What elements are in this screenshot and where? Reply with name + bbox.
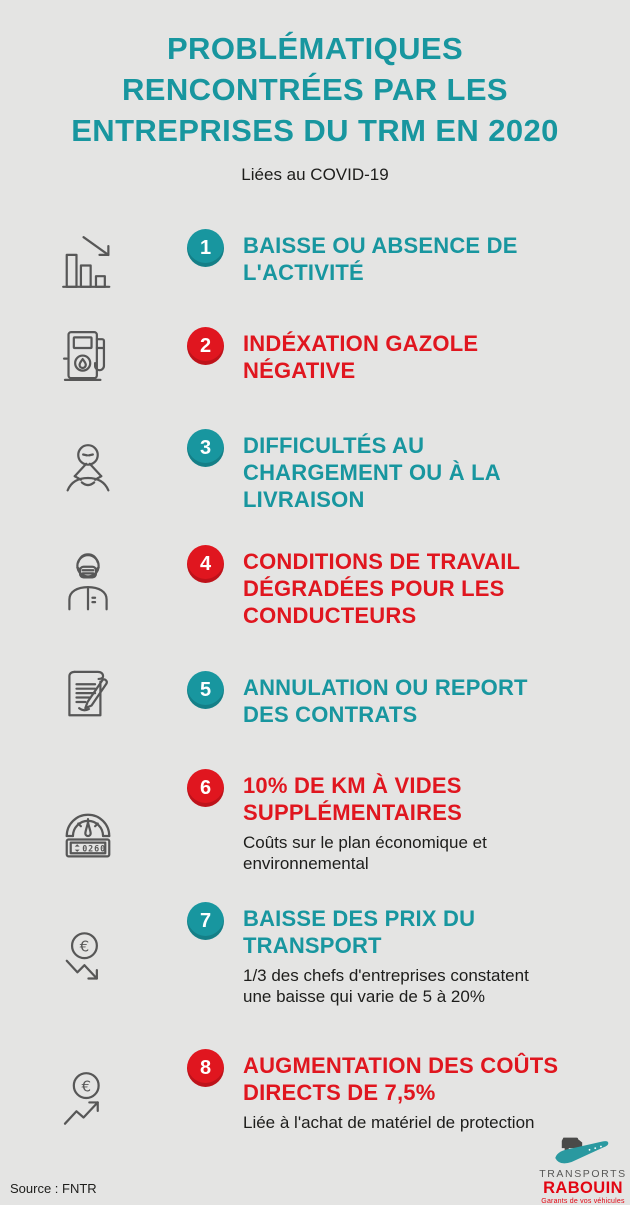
declining-bar-chart-icon [57, 228, 119, 296]
euro-price-decrease-icon [57, 925, 119, 993]
item-title-line: CONDITIONS DE TRAVAIL [243, 549, 521, 574]
odometer-icon [57, 794, 119, 862]
svg-text:0260: 0260 [82, 843, 107, 854]
item-number-badge: 7 [187, 902, 224, 940]
item-title [243, 905, 613, 959]
item-title-line: NÉGATIVE [243, 358, 356, 383]
item-title [243, 432, 613, 513]
item-title-line: ANNULATION OU REPORT [243, 675, 528, 700]
item-icon [48, 792, 128, 864]
item-note-line: Coûts sur le plan économique et [243, 833, 487, 852]
item-icon [48, 320, 128, 392]
item-note [243, 832, 613, 874]
page-title-line-2: RENCONTRÉES PAR LES [122, 72, 508, 107]
page-title-line-3: ENTREPRISES DU TRM EN 2020 [71, 113, 559, 148]
item-title-line: AUGMENTATION DES COÛTS [243, 1053, 559, 1078]
item-title-line: L'ACTIVITÉ [243, 260, 364, 285]
fuel-pump-icon [57, 322, 119, 390]
item-title-line: TRANSPORT [243, 933, 382, 958]
company-logo [539, 1132, 627, 1205]
item-number-badge: 6 [187, 769, 224, 807]
item-note [243, 1112, 613, 1133]
item-title-line: LIVRAISON [243, 487, 365, 512]
item-icon [48, 1062, 128, 1134]
item-number-badge: 5 [187, 671, 224, 709]
item-number-badge: 8 [187, 1049, 224, 1087]
item-note-line: 1/3 des chefs d'entreprises constatent [243, 966, 529, 985]
item-icon [48, 226, 128, 298]
contract-signing-icon [57, 660, 119, 728]
item-note-line: une baisse qui varie de 5 à 20% [243, 987, 485, 1006]
item-title-line: DIRECTS DE 7,5% [243, 1080, 436, 1105]
page-header [0, 28, 630, 186]
item-title-line: DES CONTRATS [243, 702, 418, 727]
page-subtitle: Liées au COVID-19 [241, 165, 389, 184]
item-note [243, 965, 613, 1007]
item-number-badge: 3 [187, 429, 224, 467]
item-title-line: BAISSE OU ABSENCE DE [243, 233, 518, 258]
item-title [243, 232, 613, 286]
item-number-badge: 4 [187, 545, 224, 583]
item-title-line: SUPPLÉMENTAIRES [243, 800, 462, 825]
page-title-line-1: PROBLÉMATIQUES [166, 31, 464, 66]
item-note-line: Liée à l'achat de matériel de protection [243, 1113, 535, 1132]
sneezing-person-icon [57, 436, 119, 504]
item-title-line: INDÉXATION GAZOLE [243, 331, 479, 356]
item-icon [48, 434, 128, 506]
item-icon [48, 658, 128, 730]
item-title-line: CONDUCTEURS [243, 603, 417, 628]
item-title [243, 674, 613, 728]
item-title-line: DÉGRADÉES POUR LES [243, 576, 505, 601]
logo-tagline: Garants de vos véhicules [541, 1198, 625, 1205]
item-icon [48, 923, 128, 995]
item-title-line: CHARGEMENT OU À LA [243, 460, 501, 485]
item-title [243, 772, 613, 826]
source-label: Source : FNTR [10, 1181, 97, 1196]
masked-driver-icon [57, 544, 119, 616]
logo-transports-label: TRANSPORTS [539, 1168, 627, 1180]
euro-cost-increase-icon [57, 1064, 119, 1132]
svg-text:€: € [81, 1077, 92, 1096]
item-icon [48, 544, 128, 616]
item-title [243, 1052, 613, 1106]
item-title-line: DIFFICULTÉS AU [243, 433, 425, 458]
item-title-line: 10% DE KM À VIDES [243, 773, 462, 798]
logo-rabouin-label: RABOUIN [543, 1179, 623, 1197]
item-number-badge: 1 [187, 229, 224, 267]
item-title [243, 548, 613, 629]
svg-text:€: € [79, 937, 90, 956]
item-title-line: BAISSE DES PRIX DU [243, 906, 476, 931]
item-title [243, 330, 613, 384]
hand-truck-logo-icon [552, 1132, 614, 1166]
item-note-line: environnemental [243, 854, 369, 873]
item-number-badge: 2 [187, 327, 224, 365]
